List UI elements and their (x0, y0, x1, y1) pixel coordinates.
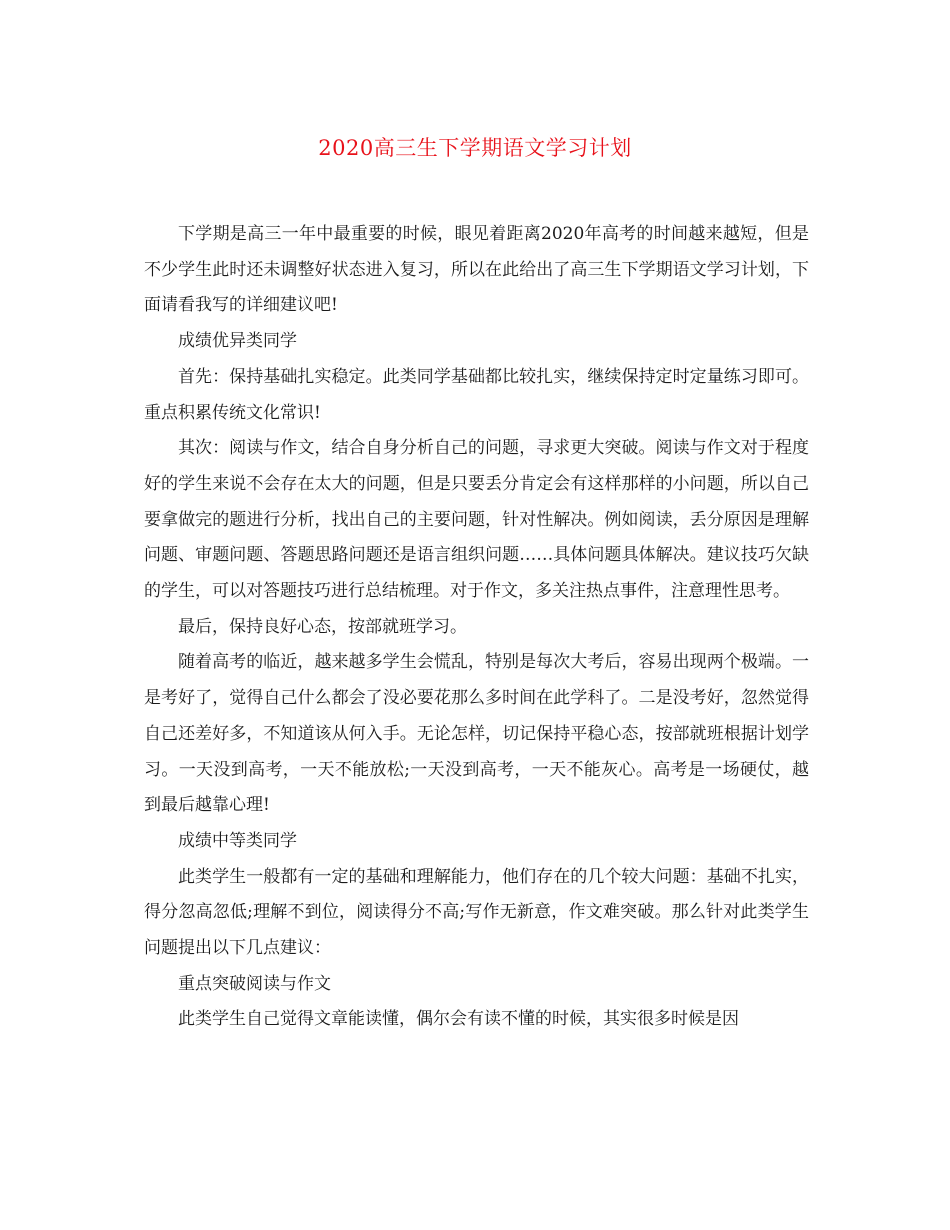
document-title: 2020高三生下学期语文学习计划 (318, 136, 632, 160)
document-body (144, 217, 809, 1038)
heading-excellent-students: 成绩优异类同学 (178, 331, 297, 352)
heading-average-students: 成绩中等类同学 (178, 830, 297, 851)
paragraph-first: 首先：保持基础扎实稳定。此类同学基础都比较扎实，继续保持定时定量练习即可。重点积累传统文化常识! (144, 366, 809, 423)
paragraph-last: 最后，保持良好心态，按部就班学习。 (178, 616, 467, 637)
heading-reading-writing: 重点突破阅读与作文 (178, 973, 331, 994)
paragraph-second: 其次：阅读与作文，结合自身分析自己的问题，寻求更大突破。阅读与作文对于程度好的学生来说不会存在太大的问题，但是只要丢分肯定会有这样那样的小问题，所以自己要拿做完的题进行分析，找出自己的主要问题，针对性解决。例如阅读，丢分原因是理解问题、审题问题、答题思路问题还是语言组织问题……具体问题具体解决。建议技巧欠缺的学生，可以对答题技巧进行总结梳理。对于作文，多关注热点事件，注意理性思考。 (144, 438, 809, 602)
paragraph-average-problems: 此类学生一般都有一定的基础和理解能力，他们存在的几个较大问题：基础不扎实，得分忽高忽低;理解不到位，阅读得分不高;写作无新意，作文难突破。那么针对此类学生问题提出以下几点建议： (144, 866, 809, 959)
paragraph-reading-understanding: 此类学生自己觉得文章能读懂，偶尔会有读不懂的时候，其实很多时候是因 (178, 1009, 739, 1030)
paragraph-mindset: 随着高考的临近，越来越多学生会慌乱，特别是每次大考后，容易出现两个极端。一是考好了，觉得自己什么都会了没必要花那么多时间在此学科了。二是没考好，忽然觉得自己还差好多，不知道该从何入手。无论怎样，切记保持平稳心态，按部就班根据计划学习。一天没到高考，一天不能放松;一天没到高考，一天不能灰心。高考是一场硬仗，越到最后越靠心理! (144, 652, 809, 816)
paragraph-intro: 下学期是高三一年中最重要的时候，眼见着距离2020年高考的时间越来越短，但是不少学生此时还未调整好状态进入复习，所以在此给出了高三生下学期语文学习计划，下面请看我写的详细建议吧! (144, 224, 809, 316)
